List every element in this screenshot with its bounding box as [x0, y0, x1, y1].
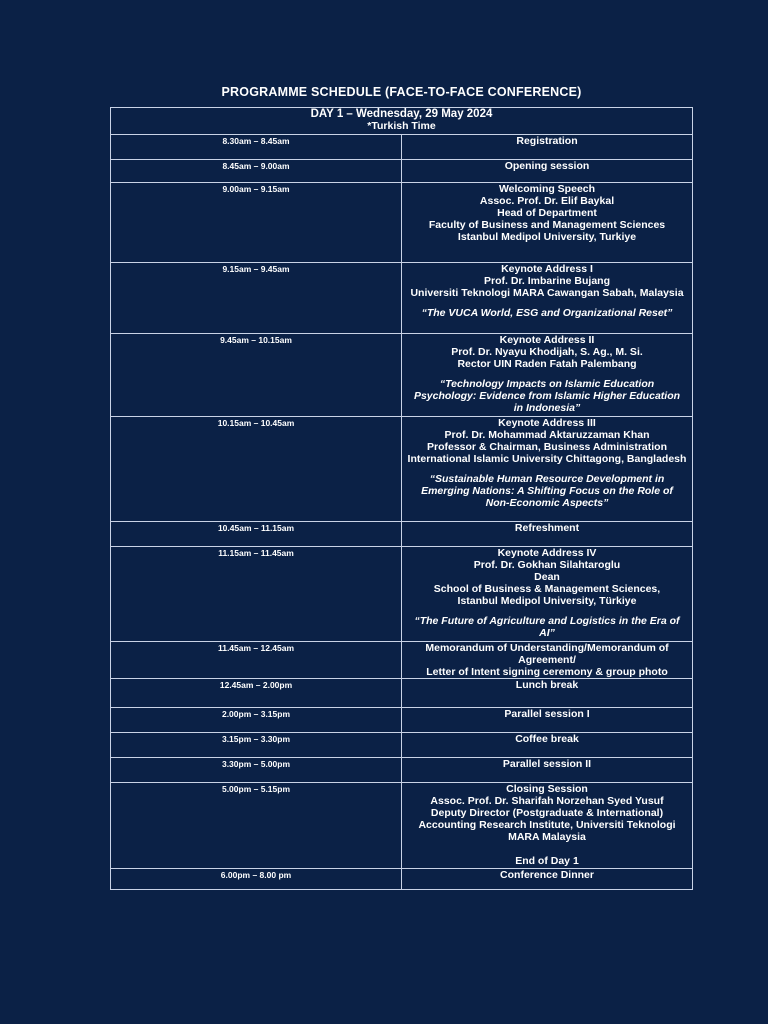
session-cell [402, 183, 693, 263]
session-line: Keynote Address I [501, 263, 593, 275]
session-line: Parallel session II [502, 758, 592, 770]
session-cell [402, 263, 693, 334]
session-line: Prof. Dr. Gokhan Silahtaroglu [473, 559, 621, 571]
time-cell: 5.00pm – 5.15pm [111, 783, 402, 869]
time-cell: 11.45am – 12.45am [111, 642, 402, 679]
session-line: Prof. Dr. Imbarine Bujang [483, 275, 611, 287]
session-cell [402, 708, 693, 733]
session-line: Professor & Chairman, Business Administration [427, 441, 667, 453]
session-line: Istanbul Medipol University, Turkiye [457, 231, 637, 243]
time-cell: 11.15am – 11.45am [111, 547, 402, 642]
session-line: Welcoming Speech [498, 183, 596, 195]
schedule-row [111, 263, 693, 334]
time-cell: 8.45am – 9.00am [111, 160, 402, 183]
schedule-row [111, 642, 693, 679]
schedule-row [111, 135, 693, 160]
session-line: Istanbul Medipol University, Türkiye [457, 595, 637, 607]
session-line: Memorandum of Understanding/Memorandum of Agreement/ [425, 642, 669, 666]
session-cell [402, 733, 693, 758]
session-cell [402, 522, 693, 547]
session-line: Prof. Dr. Mohammad Aktaruzzaman Khan [444, 429, 650, 441]
session-line: School of Business & Management Sciences, [433, 583, 661, 595]
time-cell: 6.00pm – 8.00 pm [111, 869, 402, 890]
day-heading: DAY 1 – Wednesday, 29 May 2024 [310, 108, 493, 120]
time-cell: 12.45am – 2.00pm [111, 679, 402, 708]
session-line: Parallel session I [504, 708, 590, 720]
session-cell [402, 869, 693, 890]
schedule-row [111, 869, 693, 890]
keynote-title: “The Future of Agriculture and Logistics in the Era of AI” [414, 615, 680, 639]
session-line: Head of Department [497, 207, 597, 219]
schedule-row [111, 334, 693, 417]
schedule-row [111, 417, 693, 522]
session-cell [402, 547, 693, 642]
session-line: Dean [534, 571, 560, 583]
session-cell [402, 679, 693, 708]
time-cell: 3.15pm – 3.30pm [111, 733, 402, 758]
time-cell: 10.45am – 11.15am [111, 522, 402, 547]
schedule-row [111, 522, 693, 547]
schedule-row [111, 783, 693, 869]
session-line: Assoc. Prof. Dr. Elif Baykal [479, 195, 615, 207]
time-cell: 9.15am – 9.45am [111, 263, 402, 334]
session-line: Faculty of Business and Management Sciences [428, 219, 666, 231]
session-cell [402, 334, 693, 417]
session-line: Assoc. Prof. Dr. Sharifah Norzehan Syed Yusuf [430, 795, 664, 807]
day-header-cell [111, 108, 693, 135]
session-line: Lunch break [515, 679, 579, 691]
session-line: International Islamic University Chittagong, Bangladesh [407, 453, 687, 465]
session-cell [402, 642, 693, 679]
session-line: Deputy Director (Postgraduate & International) [430, 807, 664, 819]
keynote-title: “Sustainable Human Resource Development in Emerging Nations: A Shifting Focus on the Role of Non-Economic Aspects” [421, 473, 673, 509]
session-line: Keynote Address III [498, 417, 596, 429]
time-cell: 10.15am – 10.45am [111, 417, 402, 522]
session-line: Letter of Intent signing ceremony & group photo [426, 666, 668, 678]
day-header-row [111, 108, 693, 135]
time-cell: 2.00pm – 3.15pm [111, 708, 402, 733]
schedule-row [111, 547, 693, 642]
schedule-row [111, 733, 693, 758]
day-subheading: *Turkish Time [367, 120, 436, 132]
session-line: Universiti Teknologi MARA Cawangan Sabah, Malaysia [410, 287, 684, 299]
session-line: Accounting Research Institute, Universiti Teknologi MARA Malaysia [418, 819, 676, 843]
keynote-title: “The VUCA World, ESG and Organizational Reset” [421, 307, 673, 319]
schedule-table [110, 107, 693, 890]
time-cell: 3.30pm – 5.00pm [111, 758, 402, 783]
schedule-row [111, 708, 693, 733]
schedule-row [111, 183, 693, 263]
session-line: Keynote Address II [499, 334, 595, 346]
schedule-row [111, 160, 693, 183]
time-cell: 9.00am – 9.15am [111, 183, 402, 263]
session-line: Opening session [504, 160, 590, 172]
session-line: Prof. Dr. Nyayu Khodijah, S. Ag., M. Si. [451, 346, 643, 358]
session-cell [402, 135, 693, 160]
session-cell [402, 417, 693, 522]
schedule-row [111, 758, 693, 783]
session-line: Rector UIN Raden Fatah Palembang [457, 358, 637, 370]
session-line: Coffee break [515, 733, 579, 745]
schedule-row [111, 679, 693, 708]
session-line: Registration [516, 135, 578, 147]
session-line: Closing Session [506, 783, 588, 795]
session-line: Conference Dinner [500, 869, 594, 881]
session-line: Refreshment [514, 522, 580, 534]
session-line: Keynote Address IV [497, 547, 597, 559]
session-cell [402, 160, 693, 183]
time-cell: 9.45am – 10.15am [111, 334, 402, 417]
session-cell [402, 758, 693, 783]
page-title: PROGRAMME SCHEDULE (FACE-TO-FACE CONFERENCE) [221, 85, 582, 99]
keynote-title: “Technology Impacts on Islamic Education Psychology: Evidence from Islamic Higher Education in Indonesia” [413, 378, 681, 414]
end-of-day-label: End of Day 1 [515, 855, 579, 867]
time-cell: 8.30am – 8.45am [111, 135, 402, 160]
session-cell [402, 783, 693, 869]
